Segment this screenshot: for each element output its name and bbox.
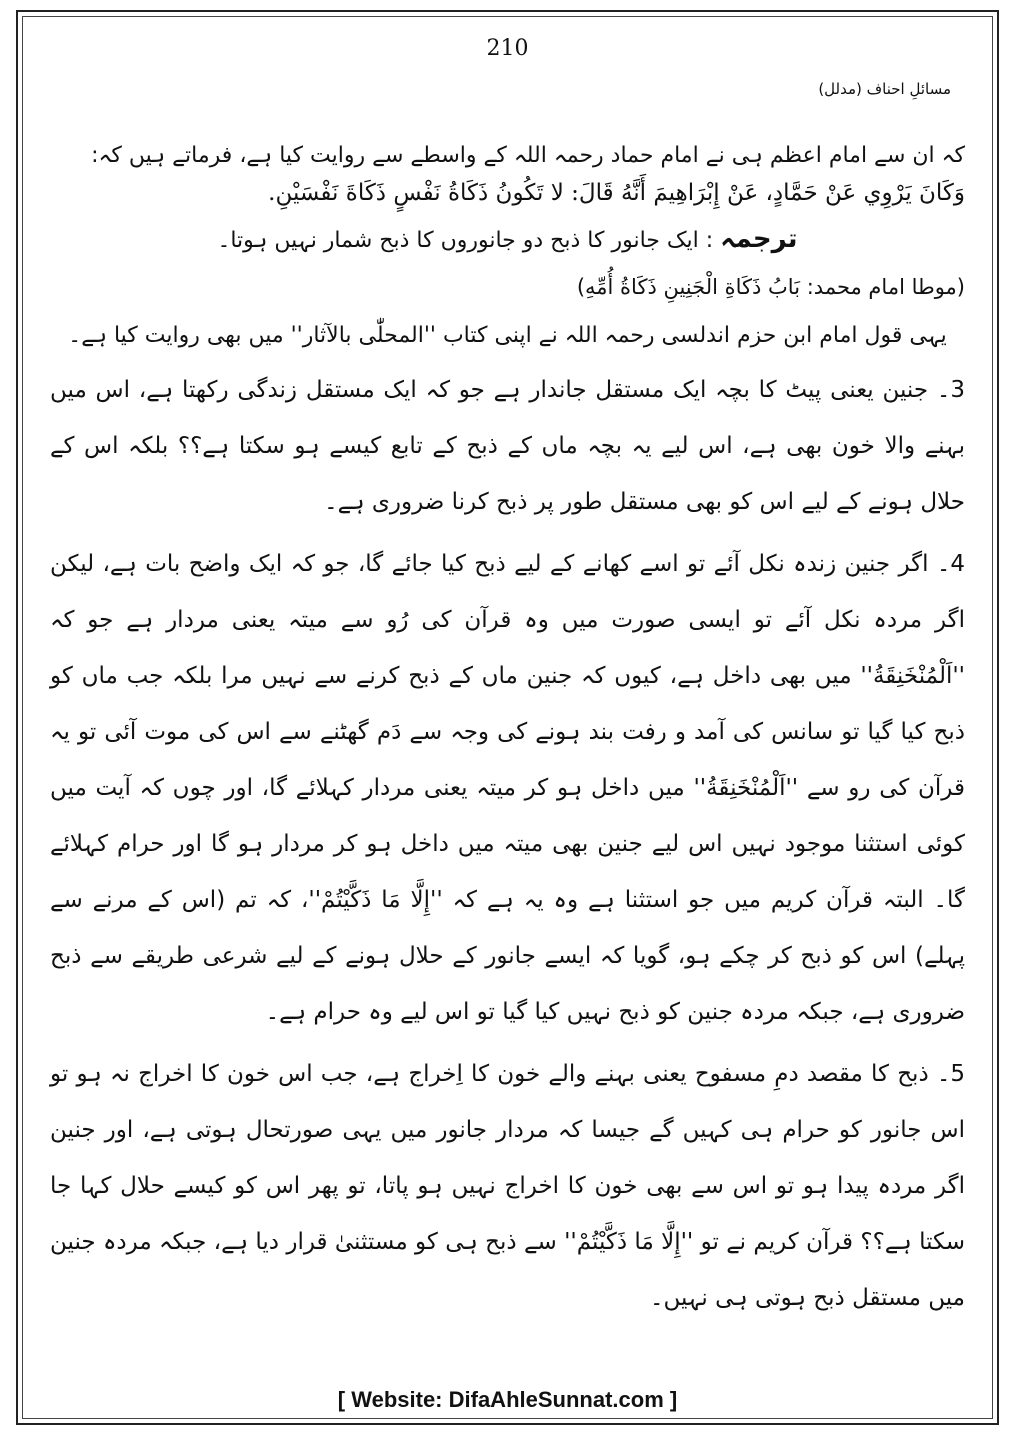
running-head: مسائلِ احناف (مدلل) (818, 80, 951, 98)
paragraph-3: 3۔ جنین یعنی پیٹ کا بچہ ایک مستقل جاندار ہے جو کہ ایک مستقل زندگی رکھتا ہے، اس میں بہنے والا خون بھی ہے، اس لیے یہ بچہ ماں کے ذبح کے تابع کیسے ہو سکتا ہے؟؟ بلکہ اس کے حلال ہونے کے لیے اس کو بھی مستقل طور پر ذبح کرنا ضروری ہے۔ (50, 377, 965, 515)
narration-line: یہی قول امام ابن حزم اندلسی رحمہ اللہ نے اپنی کتاب ''المحلّٰی بالآثار'' میں بھی روایت کیا ہے۔ (68, 323, 947, 348)
paragraph-5: 5۔ ذبح کا مقصد دمِ مسفوح یعنی بہنے والے خون کا اِخراج ہے، جب اس خون کا اخراج نہ ہو تو اس جانور کو حرام ہی کہیں گے جیسا کہ مردار جانور میں یہی صورتحال ہوتی ہے، اور جنین اگر مردہ پیدا ہو تو اس سے بھی خون کا اخراج نہیں ہو پاتا، تو پھر اس کو کیسے حلال کہا جا سکتا ہے؟؟ قرآن کریم نے تو ''إِلَّا مَا ذَكَّيْتُمْ'' سے ذبح ہی کو مستثنیٰ قرار دیا ہے، جبکہ مردہ جنین میں مستقل ذبح ہوتی ہی نہیں۔ (50, 1061, 965, 1311)
translation-label: ترجمہ (720, 224, 798, 254)
translation (50, 222, 965, 258)
page-content (50, 140, 965, 1332)
paragraph-4: 4۔ اگر جنین زندہ نکل آئے تو اسے کھانے کے لیے ذبح کیا جائے گا، جو کہ ایک واضح بات ہے، لیکن اگر مردہ نکل آئے تو ایسی صورت میں وہ قرآن کی رُو سے میتہ یعنی مردار ہے جو کہ ''اَلْمُنْخَنِقَةُ'' میں بھی داخل ہے، کیوں کہ جنین ماں کے ذبح کرنے سے نہیں مرا بلکہ جب ماں کو ذبح کیا گیا تو سانس کی آمد و رفت بند ہونے کی وجہ سے دَم گھٹنے سے اس کی موت آئی تو یہ قرآن کی رو سے ''اَلْمُنْخَنِقَةُ'' میں داخل ہو کر میتہ یعنی مردار کہلائے گا، اور چوں کہ آیت میں کوئی استثنا موجود نہیں اس لیے جنین بھی میتہ میں داخل ہو کر مردار ہو گا اور حرام کہلائے گا۔ البتہ قرآن کریم میں جو استثنا ہے وہ یہ ہے کہ ''إِلَّا مَا ذَكَّيْتُمْ''، کہ تم (اس کے مرنے سے پہلے) اس کو ذبح کر چکے ہو، گویا کہ ایسے جانور کے حلال ہونے کے لیے شرعی طریقے سے ذبح ضروری ہے، جبکہ مردہ جنین کو ذبح نہیں کیا گیا تو اس لیے وہ حرام ہے۔ (50, 551, 965, 1025)
hadith-reference: (موطا امام محمد: بَابُ ذَكَاةِ الْجَنِينِ ذَكَاةُ أُمِّهِ) (576, 275, 965, 299)
website-footer: [ Website: DifaAhleSunnat.com ] (337, 1387, 678, 1412)
translation-text: : ایک جانور کا ذبح دو جانوروں کا ذبح شمار نہیں ہوتا۔ (217, 228, 714, 253)
arabic-quote: وَكَانَ يَرْوِي عَنْ حَمَّادٍ، عَنْ إِبْرَاهِيمَ أَنَّهُ قَالَ: لا تَكُونُ ذَكَاةُ نَفْسٍ ذَكَاةَ نَفْسَيْنِ. (268, 180, 965, 206)
page-number: 210 (486, 36, 529, 61)
intro-line: کہ ان سے امام اعظم ہی نے امام حماد رحمہ اللہ کے واسطے سے روایت کیا ہے، فرماتے ہیں کہ: (91, 143, 965, 168)
